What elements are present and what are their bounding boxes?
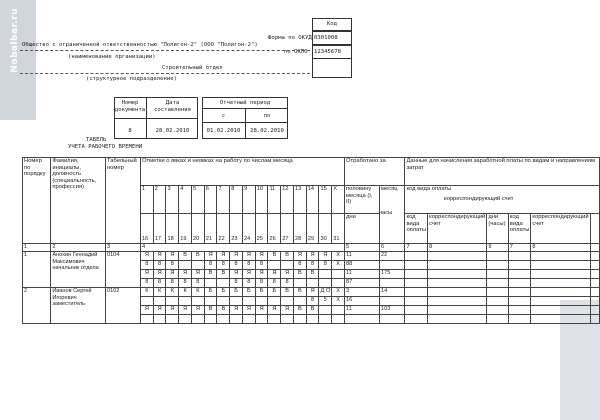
pay-cell xyxy=(405,315,428,324)
pay-cell xyxy=(531,288,590,297)
day-mark xyxy=(255,315,268,324)
day-mark: В xyxy=(179,252,192,261)
day-mark xyxy=(281,315,294,324)
pay-cell xyxy=(487,306,508,315)
doc-date-header: Дата составления xyxy=(153,100,192,113)
th-paycode: код вида оплаты xyxy=(405,186,600,214)
doc-num-header: Номер документа xyxy=(114,100,146,113)
month-cell xyxy=(380,261,405,270)
pay-cell xyxy=(487,279,508,288)
pay-cell xyxy=(508,261,531,270)
day-mark xyxy=(319,306,332,315)
th-pay: Данные для начисления заработной платы по видам и направлениям затрат xyxy=(405,158,600,186)
day-mark: 8 xyxy=(306,261,319,270)
period-to-label: по xyxy=(263,113,271,119)
pay-cell xyxy=(590,270,599,279)
pay-cell xyxy=(405,288,428,297)
day-mark: Я xyxy=(166,270,179,279)
period-from: 01.02.2010 xyxy=(206,128,241,134)
day-mark: X xyxy=(332,252,345,261)
th-hours: часы xyxy=(379,210,393,216)
month-days: 14 xyxy=(380,288,405,297)
half-month-value xyxy=(344,315,379,324)
th-days: дни xyxy=(344,214,379,244)
day-mark: Я xyxy=(242,306,255,315)
table-row xyxy=(23,252,600,261)
day-mark: В xyxy=(281,288,294,297)
day-mark xyxy=(293,297,306,306)
pay-cell xyxy=(487,288,508,297)
day-mark: В xyxy=(204,270,217,279)
day-mark xyxy=(319,270,332,279)
day-mark: X xyxy=(332,297,345,306)
day-number: 12 xyxy=(281,186,294,214)
day-number: 7 xyxy=(217,186,230,214)
day-mark: Я xyxy=(268,270,281,279)
column-number: 6 xyxy=(380,244,405,252)
day-mark xyxy=(204,297,217,306)
day-mark xyxy=(204,279,217,288)
day-number: X xyxy=(332,186,345,214)
day-mark xyxy=(293,315,306,324)
day-mark: Я xyxy=(255,252,268,261)
day-number: 4 xyxy=(179,186,192,214)
pay-cell xyxy=(405,306,428,315)
pay-cell xyxy=(531,297,590,306)
title-line2: УЧЕТА РАБОЧЕГО ВРЕМЕНИ xyxy=(68,144,143,150)
day-number: 15 xyxy=(319,186,332,214)
pay-cell xyxy=(590,261,599,270)
day-mark: В xyxy=(204,306,217,315)
day-number: 5 xyxy=(191,186,204,214)
period-header: Отчетный период xyxy=(219,100,271,106)
pay-cell xyxy=(487,261,508,270)
day-mark: Я xyxy=(230,270,243,279)
day-mark xyxy=(179,261,192,270)
day-mark: В xyxy=(293,306,306,315)
day-mark: 8 xyxy=(306,297,319,306)
day-mark xyxy=(191,261,204,270)
day-mark: Я xyxy=(179,306,192,315)
day-mark: В xyxy=(293,288,306,297)
day-mark xyxy=(179,315,192,324)
okpo-value: 12345678 xyxy=(314,49,341,55)
day-number: 18 xyxy=(166,214,179,244)
day-mark: 8 xyxy=(140,261,153,270)
pay-cell xyxy=(405,297,428,306)
pay-cell xyxy=(590,288,599,297)
pay-cell xyxy=(508,315,531,324)
day-mark: Я xyxy=(306,252,319,261)
day-number: 8 xyxy=(230,186,243,214)
th-num: Номер по порядку xyxy=(23,158,51,244)
day-number: 17 xyxy=(153,214,166,244)
day-mark: Б xyxy=(268,288,281,297)
day-mark: К xyxy=(191,288,204,297)
day-mark: Я xyxy=(153,252,166,261)
day-mark xyxy=(230,297,243,306)
month-days: 22 xyxy=(380,252,405,261)
pay-cell xyxy=(428,297,487,306)
day-mark xyxy=(166,315,179,324)
month-cell xyxy=(380,315,405,324)
day-mark xyxy=(217,315,230,324)
pay-cell xyxy=(508,270,531,279)
pay-cell xyxy=(590,297,599,306)
day-mark xyxy=(332,279,345,288)
column-number: 1 xyxy=(23,244,51,252)
th-account: корреспондирующий счет xyxy=(444,196,514,202)
th-code2: код вида оплаты xyxy=(405,214,428,244)
day-mark: В xyxy=(217,306,230,315)
th-marks: Отметки о явках и неявках на работу по числам месяца xyxy=(140,158,344,186)
day-mark: Я xyxy=(230,252,243,261)
half-month-value: 16 xyxy=(344,297,379,306)
day-mark xyxy=(332,315,345,324)
day-number: 13 xyxy=(293,186,306,214)
day-number: 1 xyxy=(140,186,153,214)
pay-cell xyxy=(428,306,487,315)
day-number: 9 xyxy=(242,186,255,214)
pay-cell xyxy=(428,288,487,297)
day-mark: 8 xyxy=(242,261,255,270)
day-mark xyxy=(191,315,204,324)
dept-caption: (структурное подразделение) xyxy=(86,76,177,82)
day-number: 31 xyxy=(332,214,345,244)
day-mark: Я xyxy=(140,306,153,315)
day-mark: 8 xyxy=(319,261,332,270)
half-month-value: 11 xyxy=(344,270,379,279)
day-mark: К xyxy=(166,288,179,297)
day-mark: Б xyxy=(204,288,217,297)
pay-cell xyxy=(508,288,531,297)
pay-cell xyxy=(487,315,508,324)
pay-cell xyxy=(508,252,531,261)
day-mark: 8 xyxy=(204,261,217,270)
day-mark xyxy=(255,297,268,306)
okud-label: Форма по ОКУД xyxy=(268,35,312,41)
day-mark xyxy=(179,297,192,306)
day-mark xyxy=(140,297,153,306)
day-mark xyxy=(242,297,255,306)
day-number: 24 xyxy=(242,214,255,244)
day-mark: Я xyxy=(230,306,243,315)
month-cell xyxy=(380,297,405,306)
day-mark xyxy=(281,297,294,306)
day-mark xyxy=(140,315,153,324)
day-mark: Я xyxy=(153,306,166,315)
pay-cell xyxy=(508,297,531,306)
pay-cell xyxy=(531,279,590,288)
codes-header: Код xyxy=(326,21,338,27)
row-number: 2 xyxy=(23,288,51,324)
column-number: 4 xyxy=(140,244,344,252)
day-number: 14 xyxy=(306,186,319,214)
column-number: 8 xyxy=(428,244,487,252)
th-corr2: корреспондирующий счет xyxy=(428,214,487,244)
day-number: 28 xyxy=(293,214,306,244)
day-mark xyxy=(319,315,332,324)
day-number: 16 xyxy=(140,214,153,244)
pay-cell xyxy=(531,306,590,315)
day-number: 30 xyxy=(319,214,332,244)
column-number: 8 xyxy=(531,244,590,252)
day-mark: В xyxy=(281,252,294,261)
day-number: 23 xyxy=(230,214,243,244)
day-mark: X xyxy=(332,261,345,270)
pay-cell xyxy=(405,261,428,270)
org-caption: (наименование организации) xyxy=(68,54,156,60)
pay-cell xyxy=(531,261,590,270)
pay-cell xyxy=(487,252,508,261)
day-number: 19 xyxy=(179,214,192,244)
th-month: месяц xyxy=(380,186,405,244)
day-mark: Я xyxy=(242,252,255,261)
day-mark: Я xyxy=(191,270,204,279)
day-mark: Д О xyxy=(319,288,332,297)
day-mark: Я xyxy=(217,252,230,261)
th-worked: Отработано за xyxy=(344,158,404,186)
pay-cell xyxy=(590,315,599,324)
half-month-value: 88 xyxy=(344,261,379,270)
day-mark: Я xyxy=(153,270,166,279)
day-mark: 8 xyxy=(191,279,204,288)
day-mark: 8 xyxy=(153,261,166,270)
day-mark xyxy=(268,261,281,270)
day-mark: 8 xyxy=(230,279,243,288)
day-mark: Б xyxy=(217,288,230,297)
month-hours: 103 xyxy=(380,306,405,315)
day-mark: Б xyxy=(255,288,268,297)
employee-tab-number: 0102 xyxy=(105,288,140,324)
day-mark: 8 xyxy=(268,279,281,288)
day-mark: В xyxy=(217,270,230,279)
day-mark: Я xyxy=(204,252,217,261)
period-to: 28.02.2010 xyxy=(250,128,284,134)
day-mark: К xyxy=(179,288,192,297)
column-number: 9 xyxy=(487,244,508,252)
title-line1: ТАБЕЛЬ xyxy=(86,137,107,143)
day-mark: 8 xyxy=(242,279,255,288)
day-mark xyxy=(230,315,243,324)
day-number: 27 xyxy=(281,214,294,244)
day-number: 3 xyxy=(166,186,179,214)
day-mark xyxy=(319,279,332,288)
th-tab: Табельный номер xyxy=(105,158,140,244)
half-month-value: 87 xyxy=(344,279,379,288)
employee-name: Анохин Геннадий Максимович начальник отдела xyxy=(51,252,106,288)
day-mark xyxy=(332,270,345,279)
pay-cell xyxy=(405,252,428,261)
day-mark: Б xyxy=(230,288,243,297)
day-number: 10 xyxy=(255,186,268,214)
timesheet-table xyxy=(22,157,600,324)
pay-cell xyxy=(428,252,487,261)
day-mark: Я xyxy=(179,270,192,279)
day-mark xyxy=(191,297,204,306)
month-cell xyxy=(380,279,405,288)
day-number: 25 xyxy=(255,214,268,244)
day-mark: 8 xyxy=(166,261,179,270)
half-month-value: 3 xyxy=(344,288,379,297)
th-days2: дни (часы) xyxy=(487,214,508,244)
employee-tab-number: 0104 xyxy=(105,252,140,288)
okpo-label: по ОКПО xyxy=(284,49,308,55)
day-mark: Я xyxy=(255,270,268,279)
doc-num: 8 xyxy=(128,128,132,134)
day-mark: Я xyxy=(306,288,319,297)
day-mark: Я xyxy=(319,252,332,261)
day-mark: В xyxy=(306,270,319,279)
pay-cell xyxy=(405,279,428,288)
day-number: 29 xyxy=(306,214,319,244)
row-number: 1 xyxy=(23,252,51,288)
day-mark xyxy=(153,297,166,306)
doc-date: 28.02.2010 xyxy=(155,128,190,134)
day-mark xyxy=(217,279,230,288)
day-mark: В xyxy=(306,306,319,315)
pay-cell xyxy=(508,279,531,288)
day-mark: В xyxy=(293,270,306,279)
day-mark xyxy=(268,297,281,306)
column-number: 5 xyxy=(344,244,379,252)
day-mark xyxy=(293,279,306,288)
day-mark xyxy=(153,315,166,324)
pay-cell xyxy=(531,315,590,324)
day-mark: 8 xyxy=(230,261,243,270)
day-mark: Я xyxy=(140,270,153,279)
day-mark: 8 xyxy=(293,261,306,270)
day-mark xyxy=(217,297,230,306)
th-code3: код вида оплаты xyxy=(508,214,531,244)
pay-cell xyxy=(428,261,487,270)
th-fio: Фамилия, инициалы, должность (специальность, профессия) xyxy=(51,158,106,244)
half-month-value: 11 xyxy=(344,306,379,315)
day-mark: 8 xyxy=(255,279,268,288)
pay-cell xyxy=(531,252,590,261)
column-number: 3 xyxy=(105,244,140,252)
day-mark: Я xyxy=(293,252,306,261)
org-name: Общество с ограниченной ответственностью "Полигон-2" (ООО "Полигон-2") xyxy=(22,42,258,48)
day-mark xyxy=(332,306,345,315)
th-corr3: корреспондирующий счет xyxy=(531,214,590,244)
employee-name: Иванов Сергей Игоревич заместитель xyxy=(51,288,106,324)
day-mark xyxy=(306,279,319,288)
pay-cell xyxy=(590,252,599,261)
day-mark: Я xyxy=(166,306,179,315)
day-mark: В xyxy=(191,252,204,261)
day-mark xyxy=(242,315,255,324)
half-month-value: 11 xyxy=(344,252,379,261)
day-mark: 5 xyxy=(319,297,332,306)
day-mark: К xyxy=(153,288,166,297)
day-mark xyxy=(166,297,179,306)
day-mark xyxy=(306,315,319,324)
pay-cell xyxy=(487,297,508,306)
day-mark: 8 xyxy=(217,261,230,270)
column-number: 7 xyxy=(508,244,531,252)
day-mark: Б xyxy=(242,288,255,297)
watermark-text: Nobalbar.ru xyxy=(10,8,20,73)
day-mark xyxy=(268,315,281,324)
pay-cell xyxy=(428,315,487,324)
day-mark: 8 xyxy=(153,279,166,288)
day-mark: Я xyxy=(140,252,153,261)
pay-cell xyxy=(428,279,487,288)
dept-name: Строительный отдел xyxy=(162,65,223,71)
day-number: 11 xyxy=(268,186,281,214)
column-number: 7 xyxy=(405,244,428,252)
day-mark: Я xyxy=(166,252,179,261)
month-hours: 175 xyxy=(380,270,405,279)
day-mark: К xyxy=(140,288,153,297)
day-mark: 8 xyxy=(140,279,153,288)
day-mark: 8 xyxy=(281,279,294,288)
day-mark: 8 xyxy=(166,279,179,288)
day-mark: Я xyxy=(281,306,294,315)
day-number: 6 xyxy=(204,186,217,214)
column-number xyxy=(590,244,599,252)
pay-cell xyxy=(531,270,590,279)
th-half: половину месяца (I, II) xyxy=(344,186,379,214)
day-mark: Я xyxy=(255,306,268,315)
day-mark: Я xyxy=(268,306,281,315)
day-mark xyxy=(204,315,217,324)
pay-cell xyxy=(487,270,508,279)
okud-value: 0301008 xyxy=(314,35,338,41)
day-number: 26 xyxy=(268,214,281,244)
pay-cell xyxy=(428,270,487,279)
column-number: 2 xyxy=(51,244,106,252)
pay-cell xyxy=(590,279,599,288)
table-row xyxy=(23,288,600,297)
day-mark xyxy=(281,261,294,270)
period-from-label: с xyxy=(221,113,226,119)
day-mark: 8 xyxy=(179,279,192,288)
day-mark: Я xyxy=(242,270,255,279)
pay-cell xyxy=(405,270,428,279)
day-mark: 8 xyxy=(255,261,268,270)
day-mark: Я xyxy=(281,270,294,279)
day-number: 2 xyxy=(153,186,166,214)
day-number: 20 xyxy=(191,214,204,244)
day-mark: В xyxy=(268,252,281,261)
day-number: 21 xyxy=(204,214,217,244)
pay-cell xyxy=(590,306,599,315)
day-number: 22 xyxy=(217,214,230,244)
pay-cell xyxy=(508,306,531,315)
day-mark: Я xyxy=(191,306,204,315)
day-mark: X xyxy=(332,288,345,297)
